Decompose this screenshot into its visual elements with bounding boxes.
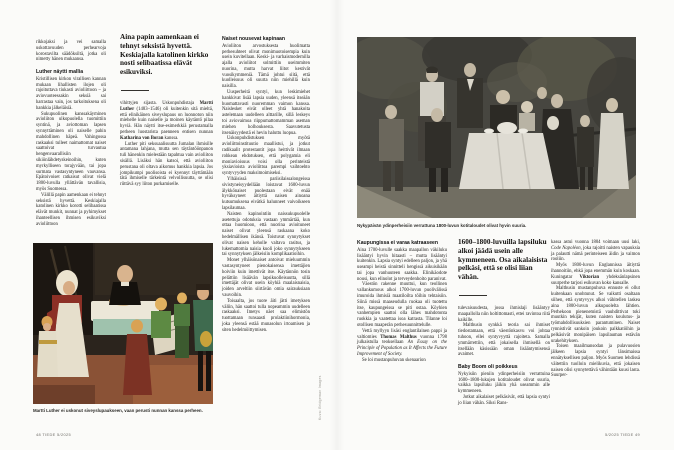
- paragraph: [357, 329, 447, 358]
- person-name: Katharina von Boran: [120, 135, 164, 141]
- painting-caption: Martti Luther ei uskonut siveyslupaukseen, vaan perusti nunnan kanssa perheen.: [33, 408, 203, 413]
- right-page-column-3: [551, 240, 640, 379]
- right-page-column-1: [357, 240, 447, 364]
- paragraph: Malthusin synkkä teoria sai ihmiset tiedostamaan, että väestönkasvu voi johtaa tuhoon, ellei syntyvyyttä rajoiteta. Samalla ymmärrettiin, että jokaisella ihmisellä on itsellään käsissään oman lisääntymisensä avaimet.: [458, 323, 550, 358]
- photo-illustration: [357, 37, 636, 218]
- pull-quote: 1600–1800-luvuilla lapsiluku alkoi jäädä usein alle kymmeneen. Osa aikalaisista pelkäsi, että se olisi liian vähän.: [458, 238, 548, 282]
- text-segment: kassa astui vuonna 1804 voimaan uusi laki,: [551, 240, 640, 245]
- person-name: Martti Luther: [120, 100, 213, 112]
- law-name: Code Napoléon: [551, 245, 581, 251]
- luther-family-painting: [33, 243, 213, 404]
- paragraph: [551, 263, 640, 286]
- text-segment: , joka rajoitti naisten vapauksia ja palautti nämä perinteiseen äidin ja vaimon rooliin.: [551, 245, 640, 263]
- quote-divider: [459, 295, 487, 296]
- text-segment: Myös 1800-luvun Englannissa äitiyttä ihannoitiin, ehkä jopa enemmän kuin koskaan. Kuningatar: [551, 263, 640, 280]
- paragraph: Luther piti seksuaalisuutta Jumalan ihmisille antamana lahjana, mutta sen täytäntöönpanon tuli hänenkin mielestään tapahtua vain avioliiton sisällä. Lisäksi hän katsoi, että avioliiton perustana oli oltava aikomus hankkia lapsia. Jos jompikumpi puolisoista ei kyennyt täyttämään tätä ihmiselle tärkeintä velvollisuutta, se olisi riittävä syy liiton purkamiselle.: [120, 141, 213, 188]
- paragraph: Toisaalta, jos tuore äiti jätti imetyksen väliin, hän saattoi tulla nopeammin uudelleen raskaaksi. Imetys näet saa elimistön tuottamaan runsaasti prolaktiinihormonia, joka yleensä estää munasolun irtoamisen ja siten hedelmöittymisen.: [222, 298, 310, 333]
- text-segment: vihittyjen sijasta. Uskonpuhdistaja: [120, 100, 200, 106]
- section-heading: Naiset nousevat kapinaan: [222, 36, 286, 42]
- paragraph: Uusperheitä syntyi, kun leskimiehet hankkivat lisää lapsia uuden, yleensä itseään huomattavasti nuoremman vaimon kanssa. Naislesket eivät olleet yhtä hanakoita astelemaan uudelleen alttarille, sillä leskeys toi aviovaimoa riippumattomamman aseman miehen holhouksesta. Saavutetusta itsenäisyydestä ei hevin haluttu luopua.: [222, 90, 310, 136]
- text-segment: (1483–1546) oli kuitenkin sitä mieltä, että elinikäinen siveyslupaus on luonnoton niin miehelle kuin naiselle ja moinen käytäntö pilaa hyviä. Hän näytti itse-esimerkkiä perustamalla perheen luostarista paenneen entisen nunnan: [120, 106, 213, 135]
- section-heading: Kaupungissa ei varaa katraaseen: [357, 240, 439, 246]
- left-page-column-3: [222, 36, 310, 334]
- text-segment: kanssa.: [163, 135, 179, 141]
- page-footer-left: 48 TIEDE 5/2025: [36, 432, 72, 437]
- pull-quote: Aina papin aamenkaan ei tehnyt seksistä hyvettä. Keskiajalla katolinen kirkko nosti selibaatissa elävät esikuviksi.: [120, 33, 209, 77]
- paragraph: [120, 101, 213, 142]
- paragraph: Toisen maailmansodan ja pulavuosien jälkeen lapsia syntyi länsimaissa ennätyksellisen paljon. Myös Suomen lehdissä väitettiin tuolloin mielikuvia, että jokaisen naisen olisi synnytettävä vähintään kuusi lasta. Suurper-: [551, 344, 640, 379]
- page-footer-right: 5/2025 TIEDE 49: [604, 432, 640, 437]
- paragraph: tulevaisuudesta, jossa ihmislaji lisääntyy maapallolla niin holtittomasti, ettei ravintoa riitä kaikille.: [458, 305, 550, 323]
- photo-caption: Nykypäivän ydinperheisiin verrattuna 1800-luvun kotitaloudet olivat hyvin suuria.: [357, 223, 527, 228]
- paragraph: Se loi mustanpuhuvan skenaarion: [362, 357, 426, 363]
- paragraph: Väestön rakenne muuttui, kun teollinen vallankumous alkoi 1700-luvun puolivälissä imuroida ihmisiä maatiloilta töihin tehtaisiin. Siinä missä maaseudulla ruokaa oli tuotettu itse, kaupungeissa se piti ostaa. Köyhien vanhempien saattoi olla lähes mahdotonta ruokkia ja vaatettaa isoa katrasta. Tilanne loi otollisen maaperän perhesuunnittelulle.: [357, 282, 447, 329]
- left-page-column-2: [120, 33, 213, 188]
- paragraph: [551, 240, 640, 263]
- person-name: Thomas Malthus: [380, 334, 417, 340]
- paragraph: Monet ylhäisönaiset antoivat mieluummin vastasyntyneet pienokaisensa imettäjien hoiviin kuin imettivät itse. Käytännön tosin pelättiin lisäävän lapsikuolleisuutta, sillä imettäjät olivat usein köyhiä maalaisnaisia, joiden arveltiin siirtävän omia sairauksiaan vauvoihin.: [222, 258, 310, 298]
- paragraph: Ylhäisissä pariisilaissalongeissa sivistyneisyydellään loistavat 1600-luvun älykkönaiset puolestaan eivät enää hyväksyneet äitiyttä naisen ainoana kutsumuksena eivätkä halunneet vaivoikseen lapsilaumaa.: [222, 177, 310, 212]
- quote-divider: [121, 90, 149, 91]
- paragraph: Sukupuolinen kanssakäyminen avioliiton ulkopuolella tuomittiin syntinä, ja aviottoman lapsen synnyttäminen oli naiselle pahin mahdollinen häpeä. Vahingossa raskaaksi tulleet naimattomat naiset saattoivat turvautua hengenvaarallisiin sikiönlähdetyskeinoihin, kuten myrkylliseen torajyvään, tai jopa surmata vastasyntyneen vauvansa. Epätoivoiset ratkaisut olivat vielä 1800-luvulla yllättävän tavallisia, myös Suomessa.: [36, 111, 106, 193]
- family-photo-1800s: [357, 37, 636, 218]
- section-heading: Luther näytti mallia: [36, 69, 84, 76]
- paragraph: Naisten kapinointiin naissukupuolelle asetettuja odotuksia vastaan ymmärtää, kun ottaa huomioon, että nuorina avioituneet naiset olivat yleensä raskaana koko hedelmällisen ikänsä. Toistuvat synnytykset olivat naisen keholle valtava rasitus, ja lukemattomia naisia kuoli joko synnytykseen tai synnytyksen jälkeisiin komplikaatioihin.: [222, 211, 310, 258]
- photo-credit: Kuva: Bridgeman Images: [318, 375, 322, 420]
- text-segment: vuonna 1798 julkaistulla teoksellaan: [357, 334, 447, 346]
- paragraph: Jotkut aikalaiset pelkäsivät, että lapsia syntyi jo liian vähän. Siksi Rans-: [458, 395, 550, 406]
- right-page-column-2: [458, 238, 550, 407]
- paragraph: Uskonpuhdistuksen myötä avioliittoinstituutio maallistui, ja jotkut radikaalit protestantit jopa heittivät ilmaan rohkean ehdotuksen, että polygamia eli moniavioisuus voisi olla perinteistä yksiavioista avioliittoa parempi vaihtoehto syntyvyyden maksimoimiseksi.: [222, 136, 310, 177]
- paragraph: rikkojaksi ja vei samalla uskottavuuden perhearvoja korostavilta säädöksiltä, jotka oli nimetty hänen mukaansa.: [36, 40, 106, 63]
- paragraph: Aina 1700-luvulle saakka maapallon väkiluku lisääntyi hyvin hitaasti – mutta lisääntyi kuitenkin. Lapsia syntyi edelleen paljon, ja yhä useampi heistä sinnitteli hengissä aikuisikään tai jopa vanhuuteen saakka. Elinikäodote nousi, kun elinolot ja terveydenhoito paranivat.: [357, 247, 447, 282]
- paragraph: Kristillisen kirkon virallisen kannan mukaan lihallisten ilojen oli rajoituttava tiukasti avioliittoon – ja aviovuoteessakin seksiä sai harrastaa vain, jos tarkoituksena oli hankkia jälkeläisiä.: [36, 76, 106, 111]
- text-segment: yhdeksänlapsinen suurperhe tarjosi esikuvan koko kansalle.: [551, 274, 640, 286]
- paragraph: Avioliiton arvostuksesta huolimatta perhesuhteet olivat monimuotoisempia kuin usein kuvitellaan. Keski- ja varhaismodernilla ajalla avioliitot solmittiin useimmiten nuorina, mutta harvat liitot kestivät vuosikymmeniä. Tämä johtui siitä, että kuolleisuus oli suurta niin miehillä kuin naisilla.: [222, 43, 310, 90]
- text-segment: Vettä myllyyn lisäsi englantilainen pappi ja valtiomies: [357, 328, 447, 340]
- person-name: Viktorian: [579, 274, 600, 280]
- painting-illustration: [33, 243, 213, 404]
- paragraph: Malthusin mustanpuhuva ennuste ei ollut kuitenkaan unohtunut. Se vaikutti osaltaan siihen, että syntyvyys alkoi vähitellen laskea aina 1800-luvun alkupuolelta lähtien. Perhekoon pienenemistä vauhdittivat toki muutkin tekijät, kuten naisten koulutus- ja työmahdollisuuksien parantuminen. Naiset rynnistivät sankoin joukoin palkkatöihin ja pelkäsivät monipäisen lapsilauman estävän urakehityksen.: [551, 286, 640, 344]
- page-gutter-shadow: [330, 0, 344, 450]
- left-page-column-1: [36, 40, 106, 228]
- section-heading: Baby Boom oli poikkeus: [458, 364, 518, 371]
- book-title: An Essay on the Principle of Population as It Affects the Future Improvement of Society.: [357, 340, 447, 358]
- paragraph: Nykyisiin pieniin ydinperheisiin verrattuina 1600–1800-lukujen kotitaloudet olivat suuria, vaikka lapsiluku jäikin yhä useammin alle kymmeneen.: [458, 371, 550, 395]
- paragraph: Välillä papin aamenkaan ei tehnyt seksistä hyvettä. Keskiajalla katolinen kirkko korotti selibaatissa elävät munkit, nunnat ja pyhimykset ihanteellisen ihmisen esikuviksi avioliittoon: [36, 192, 106, 227]
